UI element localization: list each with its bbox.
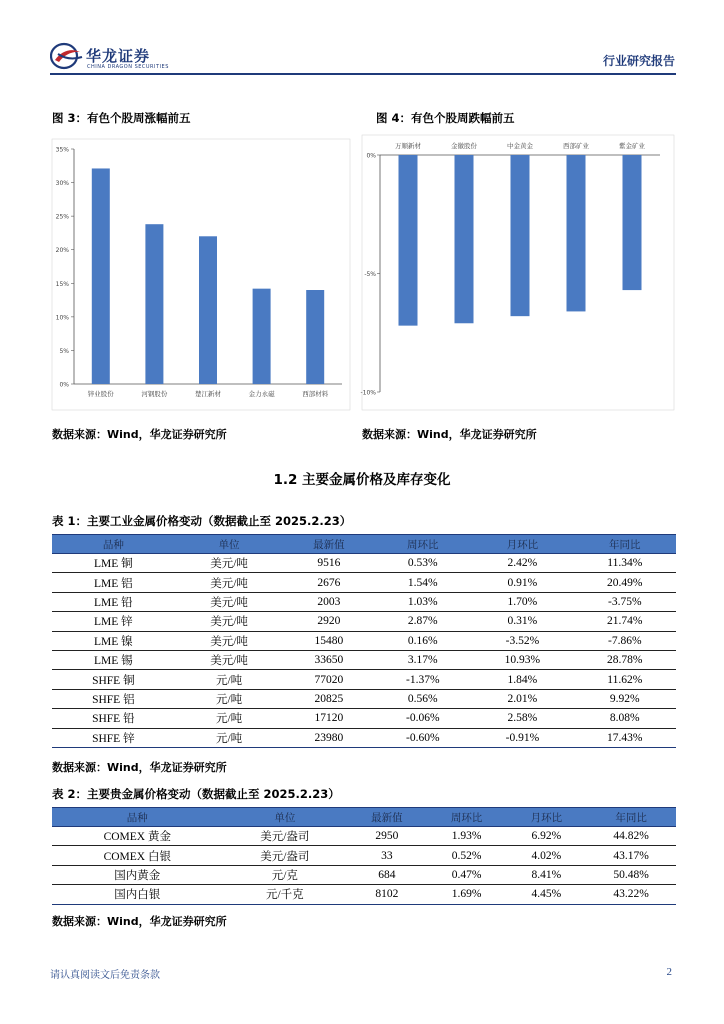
table1-cell: 9516 xyxy=(283,554,374,573)
table1-row xyxy=(52,631,676,650)
chart3-category-label: 金力永磁 xyxy=(248,390,275,398)
chart4-category-label: 西部矿业 xyxy=(563,142,589,150)
table1-cell: 0.56% xyxy=(374,689,471,708)
table1-cell: 美元/吨 xyxy=(175,592,284,611)
chart3-ytick-label: 20% xyxy=(55,247,69,255)
table1-header-cell: 单位 xyxy=(175,535,284,554)
brand-name-cn: 华龙证券 xyxy=(86,47,151,65)
table1-cell: 1.70% xyxy=(471,592,573,611)
table1-cell: 1.84% xyxy=(471,670,573,689)
table1-cell: LME 铅 xyxy=(52,592,175,611)
chart4-category-label: 紫金矿业 xyxy=(619,142,645,150)
chart4-ytick-label: -10% xyxy=(360,389,376,397)
table1-cell: 2676 xyxy=(283,573,374,592)
chart3-category-label: 西部材料 xyxy=(302,390,329,398)
chart3-bar xyxy=(199,236,217,384)
table2-cell: COMEX 黄金 xyxy=(52,827,223,846)
table1-header-cell: 周环比 xyxy=(374,535,471,554)
table2-header-cell: 单位 xyxy=(223,808,348,827)
chart3-category-label: 河钢股份 xyxy=(141,390,168,398)
chart3-ytick-label: 35% xyxy=(55,146,69,154)
table2-header-cell: 周环比 xyxy=(427,808,507,827)
table1-cell: LME 锌 xyxy=(52,612,175,631)
table2-cell: 4.45% xyxy=(506,885,586,904)
table2-cell: 美元/盎司 xyxy=(223,827,348,846)
table1-cell: -3.52% xyxy=(471,631,573,650)
table1-row xyxy=(52,592,676,611)
table1-cell: LME 铝 xyxy=(52,573,175,592)
table2-row xyxy=(52,885,676,904)
table1-cell: 美元/吨 xyxy=(175,612,284,631)
table1-cell: LME 锡 xyxy=(52,650,175,669)
disclaimer-note: 请认真阅读文后免责条款 xyxy=(50,970,160,981)
figure3-source: 数据来源：Wind，华龙证券研究所 xyxy=(52,428,227,441)
industrial-metals-table xyxy=(52,534,676,748)
table2-row xyxy=(52,846,676,865)
table1-cell: 2920 xyxy=(283,612,374,631)
chart3-bar xyxy=(306,290,324,384)
chart3-ytick-label: 15% xyxy=(55,280,69,288)
table2-cell: 8.41% xyxy=(506,865,586,884)
table1-cell: 20825 xyxy=(283,689,374,708)
table1-row xyxy=(52,650,676,669)
table1-row xyxy=(52,709,676,728)
table1-cell: 21.74% xyxy=(574,612,676,631)
table2-cell: 国内黄金 xyxy=(52,865,223,884)
table1-cell: 33650 xyxy=(283,650,374,669)
table1-cell: 2.42% xyxy=(471,554,573,573)
chart3-ytick-label: 10% xyxy=(55,314,69,322)
table1-cell: 17120 xyxy=(283,709,374,728)
table1-cell: 11.34% xyxy=(574,554,676,573)
table1-cell: -0.91% xyxy=(471,728,573,747)
chart3-ytick-label: 0% xyxy=(59,381,69,389)
table1-cell: 1.03% xyxy=(374,592,471,611)
table2-cell: 44.82% xyxy=(586,827,676,846)
table2-source: 数据来源：Wind，华龙证券研究所 xyxy=(52,915,227,928)
figure4-source: 数据来源：Wind，华龙证券研究所 xyxy=(362,428,537,441)
table1-cell: -0.06% xyxy=(374,709,471,728)
table1-header-cell: 年同比 xyxy=(574,535,676,554)
table1-cell: 2003 xyxy=(283,592,374,611)
table1-cell: -0.60% xyxy=(374,728,471,747)
table1-cell: 3.17% xyxy=(374,650,471,669)
table1-cell: 9.92% xyxy=(574,689,676,708)
table1-header-cell: 月环比 xyxy=(471,535,573,554)
chart4-bar xyxy=(567,155,586,311)
table2-cell: COMEX 白银 xyxy=(52,846,223,865)
table1-cell: SHFE 铝 xyxy=(52,689,175,708)
table1-cell: 11.62% xyxy=(574,670,676,689)
company-logo-icon xyxy=(50,42,90,70)
table2-cell: 684 xyxy=(347,865,427,884)
table2-cell: 33 xyxy=(347,846,427,865)
table1-row xyxy=(52,670,676,689)
table2-cell: 8102 xyxy=(347,885,427,904)
table2-cell: 元/克 xyxy=(223,865,348,884)
table1-cell: 28.78% xyxy=(574,650,676,669)
table1-cell: 20.49% xyxy=(574,573,676,592)
table2-title: 表 2：主要贵金属价格变动（数据截止至 2025.2.23） xyxy=(52,787,340,801)
table1-cell: 2.01% xyxy=(471,689,573,708)
table1-row xyxy=(52,554,676,573)
table1-cell: -7.86% xyxy=(574,631,676,650)
chart3-ytick-label: 25% xyxy=(55,213,69,221)
table2-cell: 国内白银 xyxy=(52,885,223,904)
table2-row xyxy=(52,827,676,846)
table1-header-cell: 品种 xyxy=(52,535,175,554)
table1-cell: SHFE 铜 xyxy=(52,670,175,689)
table2-cell: 43.17% xyxy=(586,846,676,865)
figure4-chart xyxy=(362,135,674,410)
chart3-ytick-label: 5% xyxy=(59,347,69,355)
chart4-category-label: 金徽股份 xyxy=(451,142,477,150)
table2-cell: 4.02% xyxy=(506,846,586,865)
figure3-chart xyxy=(52,135,350,410)
table1-cell: -3.75% xyxy=(574,592,676,611)
report-type: 行业研究报告 xyxy=(602,54,675,68)
chart4-bar xyxy=(623,155,642,290)
brand-name-en: CHINA DRAGON SECURITIES xyxy=(87,64,169,70)
table1-cell: 美元/吨 xyxy=(175,573,284,592)
figure3-title: 图 3：有色个股周涨幅前五 xyxy=(52,111,191,125)
chart3-bar xyxy=(253,289,271,384)
table1-cell: 美元/吨 xyxy=(175,650,284,669)
page-header xyxy=(50,40,675,74)
chart4-bar xyxy=(455,155,474,323)
table2-header-cell: 最新值 xyxy=(347,808,427,827)
table1-cell: SHFE 锌 xyxy=(52,728,175,747)
table1-cell: 元/吨 xyxy=(175,689,284,708)
table1-header-cell: 最新值 xyxy=(283,535,374,554)
table1-cell: 2.87% xyxy=(374,612,471,631)
chart3-category-label: 锌业股份 xyxy=(87,390,114,398)
table2-row xyxy=(52,865,676,884)
figure4-title: 图 4：有色个股周跌幅前五 xyxy=(376,111,515,125)
table1-cell: 8.08% xyxy=(574,709,676,728)
chart4-bar xyxy=(399,155,418,326)
table1-cell: 元/吨 xyxy=(175,728,284,747)
table2-header-cell: 月环比 xyxy=(506,808,586,827)
section-heading: 1.2 主要金属价格及库存变化 xyxy=(273,472,451,488)
table1-cell: 元/吨 xyxy=(175,709,284,728)
table1-title: 表 1：主要工业金属价格变动（数据截止至 2025.2.23） xyxy=(52,514,352,528)
table1-cell: LME 镍 xyxy=(52,631,175,650)
table1-cell: 15480 xyxy=(283,631,374,650)
table1-cell: 23980 xyxy=(283,728,374,747)
chart3-category-label: 楚江新材 xyxy=(195,390,221,398)
table1-row xyxy=(52,689,676,708)
table1-cell: 0.31% xyxy=(471,612,573,631)
table1-cell: -1.37% xyxy=(374,670,471,689)
table1-cell: 1.54% xyxy=(374,573,471,592)
table1-row xyxy=(52,573,676,592)
table1-cell: 0.16% xyxy=(374,631,471,650)
table1-row xyxy=(52,612,676,631)
chart4-bar xyxy=(511,155,530,316)
table2-header-cell: 品种 xyxy=(52,808,223,827)
chart4-category-label: 万顺新材 xyxy=(395,142,421,150)
table2-cell: 6.92% xyxy=(506,827,586,846)
table1-cell: 2.58% xyxy=(471,709,573,728)
table1-cell: 17.43% xyxy=(574,728,676,747)
table1-cell: 77020 xyxy=(283,670,374,689)
table1-cell: 0.53% xyxy=(374,554,471,573)
table2-header-cell: 年同比 xyxy=(586,808,676,827)
table2-cell: 50.48% xyxy=(586,865,676,884)
table1-cell: 0.91% xyxy=(471,573,573,592)
table1-cell: SHFE 铅 xyxy=(52,709,175,728)
table1-cell: LME 铜 xyxy=(52,554,175,573)
table2-cell: 美元/盎司 xyxy=(223,846,348,865)
header-divider xyxy=(50,73,676,75)
table2-cell: 1.93% xyxy=(427,827,507,846)
table1-cell: 元/吨 xyxy=(175,670,284,689)
table1-cell: 美元/吨 xyxy=(175,554,284,573)
table2-cell: 元/千克 xyxy=(223,885,348,904)
page-number: 2 xyxy=(666,966,672,978)
table2-cell: 2950 xyxy=(347,827,427,846)
table2-cell: 0.52% xyxy=(427,846,507,865)
table2-cell: 43.22% xyxy=(586,885,676,904)
chart4-category-label: 中金黄金 xyxy=(507,142,533,150)
table1-cell: 美元/吨 xyxy=(175,631,284,650)
table2-cell: 1.69% xyxy=(427,885,507,904)
chart4-ytick-label: -5% xyxy=(364,271,376,278)
table1-row xyxy=(52,728,676,747)
precious-metals-table xyxy=(52,807,676,905)
chart4-ytick-label: 0% xyxy=(366,152,376,160)
chart3-bar xyxy=(145,224,163,384)
table1-source: 数据来源：Wind，华龙证券研究所 xyxy=(52,761,227,774)
table2-cell: 0.47% xyxy=(427,865,507,884)
chart3-ytick-label: 30% xyxy=(55,180,69,188)
table1-cell: 10.93% xyxy=(471,650,573,669)
chart3-bar xyxy=(92,168,110,384)
